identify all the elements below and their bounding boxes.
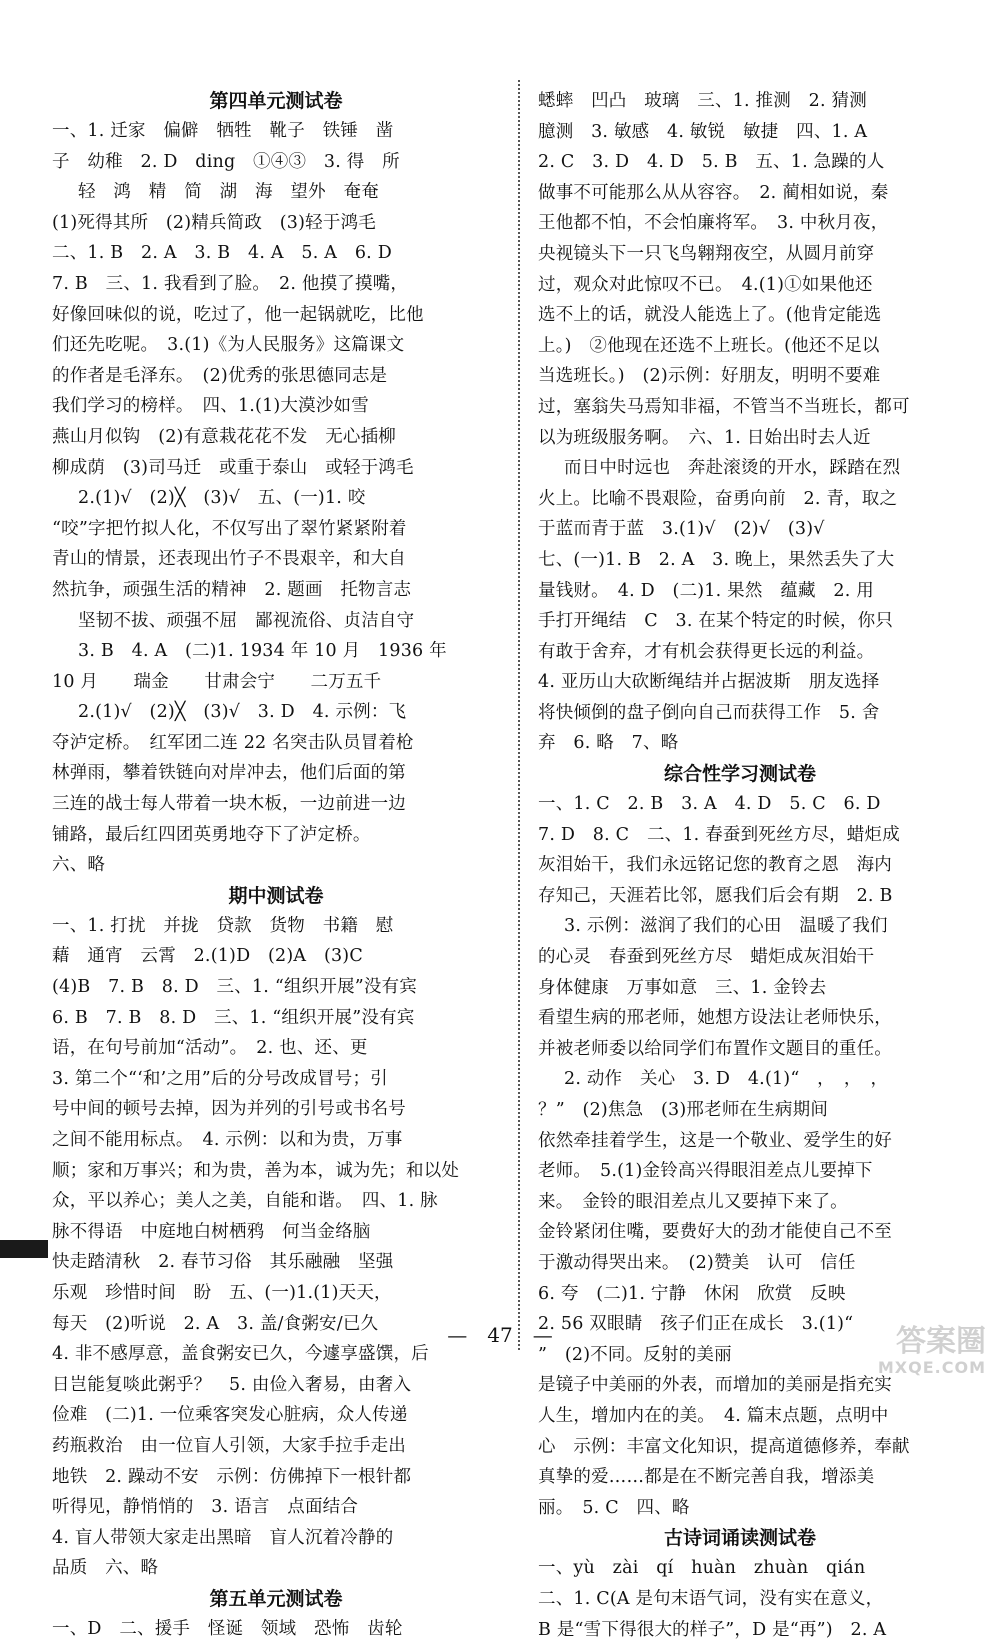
answer-line: 灰泪始干，我们永远铭记您的教育之恩 海内 [538, 850, 942, 881]
answer-line: 2. C 3. D 4. D 5. B 五、1. 急躁的人 [538, 147, 942, 178]
answer-line: 三连的战士每人带着一块木板，一边前进一边 [52, 789, 500, 820]
answer-line: 众，平以养心；美人之美，自能和谐。 四、1. 脉 [52, 1186, 500, 1217]
answer-line: 之间不能用标点。 4. 示例：以和为贵，万事 [52, 1125, 500, 1156]
answer-line: 金铃紧闭住嘴，要费好大的劲才能使自己不至 [538, 1217, 942, 1248]
answer-line: 选不上的话，就没人能选上了。(他肯定能选 [538, 300, 942, 331]
answer-line: 有敢于舍弃，才有机会获得更长远的利益。 [538, 637, 942, 668]
answer-line: 藉 通宵 云霄 2.(1)D (2)A (3)C [52, 941, 500, 972]
answer-line: 来。 金铃的眼泪差点儿又要掉下来了。 [538, 1187, 942, 1218]
answer-line: 3. 示例：滋润了我们的心田 温暖了我们 [538, 911, 942, 942]
answer-line: 一、1. C 2. B 3. A 4. D 5. C 6. D [538, 789, 942, 820]
answer-line: 并被老师委以给同学们布置作文题目的重任。 [538, 1034, 942, 1065]
answer-line: 蟋蟀 凹凸 玻璃 三、1. 推测 2. 猜测 [538, 86, 942, 117]
answer-line: 手打开绳结 C 3. 在某个特定的时候，你只 [538, 606, 942, 637]
answer-line: 3. 第二个“‘和’之用”后的分号改成冒号；引 [52, 1064, 500, 1095]
answer-line: 语，在句号前加“活动”。 2. 也、还、更 [52, 1033, 500, 1064]
answer-line: 地铁 2. 躁动不安 示例：仿佛掉下一根针都 [52, 1462, 500, 1493]
answer-line: 量钱财。 4. D (二)1. 果然 蕴藏 2. 用 [538, 576, 942, 607]
answer-line: 真挚的爱……都是在不断完善自我，增添美 [538, 1462, 942, 1493]
answer-line: 6. 夸 (二)1. 宁静 休闲 欣赏 反映 [538, 1279, 942, 1310]
answer-line: 人生，增加内在的美。 4. 篇末点题，点明中 [538, 1401, 942, 1432]
answer-line: 的心灵 春蚕到死丝方尽 蜡炬成灰泪始干 [538, 942, 942, 973]
answer-line: 4. 盲人带领大家走出黑暗 盲人沉着冷静的 [52, 1523, 500, 1554]
answer-line: 过，塞翁失马焉知非福，不管当不当班长，都可 [538, 392, 942, 423]
answer-line: 看望生病的邢老师，她想方设法让老师快乐， [538, 1003, 942, 1034]
answer-line: 每天 (2)听说 2. A 3. 盖/食粥安/已久 [52, 1309, 500, 1340]
answer-line: 燕山月似钩 (2)有意栽花花不发 无心插柳 [52, 422, 500, 453]
section-title: 综合性学习测试卷 [538, 759, 942, 789]
answer-line: 号中间的顿号去掉，因为并列的引号或书名号 [52, 1094, 500, 1125]
answer-line: 将快倾倒的盘子倒向自己而获得工作 5. 舍 [538, 698, 942, 729]
answer-line: 然抗争，顽强生活的精神 2. 题画 托物言志 [52, 575, 500, 606]
answer-line: 7. D 8. C 二、1. 春蚕到死丝方尽，蜡炬成 [538, 820, 942, 851]
answer-line: 上。) ②他现在还选不上班长。(他还不足以 [538, 331, 942, 362]
answer-line: 乐观 珍惜时间 盼 五、(一)1.(1)天天， [52, 1278, 500, 1309]
answer-line: 柳成荫 (3)司马迁 或重于泰山 或轻于鸿毛 [52, 453, 500, 484]
answer-line: 臆测 3. 敏感 4. 敏锐 敏捷 四、1. A [538, 117, 942, 148]
watermark-line2: MXQE.COM [878, 1359, 986, 1377]
answer-line: 子 幼稚 2. D ding ①④③ 3. 得 所 [52, 147, 500, 178]
answer-line: 顺；家和万事兴；和为贵，善为本，诚为先；和以处 [52, 1156, 500, 1187]
answer-line: ” (2)不同。反射的美丽 [538, 1340, 942, 1371]
column-divider [518, 80, 520, 1350]
page-number: — 47 — [0, 1319, 1000, 1348]
answer-line: 快走踏清秋 2. 春节习俗 其乐融融 坚强 [52, 1247, 500, 1278]
answer-line: 林弹雨，攀着铁链向对岸冲去，他们后面的第 [52, 758, 500, 789]
section-title: 期中测试卷 [52, 881, 500, 911]
answer-line: 七、(一)1. B 2. A 3. 晚上，果然丢失了大 [538, 545, 942, 576]
answer-line: 听得见，静悄悄的 3. 语言 点面结合 [52, 1492, 500, 1523]
answer-line: 二、1. C(A 是句末语气词，没有实在意义， [538, 1584, 942, 1615]
answer-line: ？” (2)焦急 (3)邢老师在生病期间 [538, 1095, 942, 1126]
answer-line: 俭难 (二)1. 一位乘客突发心脏病，众人传递 [52, 1400, 500, 1431]
answer-line: “咬”字把竹拟人化，不仅写出了翠竹紧紧附着 [52, 514, 500, 545]
answer-line: 火上。比喻不畏艰险，奋勇向前 2. 青，取之 [538, 484, 942, 515]
answer-line: 品质 六、略 [52, 1553, 500, 1584]
answer-line: 们还先吃呢。 3.(1)《为人民服务》这篇课文 [52, 330, 500, 361]
answer-line: 于蓝而青于蓝 3.(1)√ (2)√ (3)√ [538, 514, 942, 545]
answer-line: 身体健康 万事如意 三、1. 金铃去 [538, 973, 942, 1004]
answer-line: 铺路，最后红四团英勇地夺下了泸定桥。 [52, 820, 500, 851]
page-edge-tab [0, 1240, 48, 1258]
answer-line: 王他都不怕，不会怕廉将军。 3. 中秋月夜， [538, 208, 942, 239]
answer-line: 轻 鸿 精 简 湖 海 望外 奄奄 [52, 177, 500, 208]
answer-line: 弃 6. 略 7、略 [538, 728, 942, 759]
answer-line: 一、1. 迁家 偏僻 牺牲 靴子 铁锤 凿 [52, 116, 500, 147]
answer-line: 10 月 瑞金 甘肃会宁 二万五千 [52, 667, 500, 698]
answer-line: 六、略 [52, 850, 500, 881]
answer-line: 过，观众对此惊叹不已。 4.(1)①如果他还 [538, 270, 942, 301]
answer-line: 于激动得哭出来。 (2)赞美 认可 信任 [538, 1248, 942, 1279]
answer-line: 而日中时远也 奔赴滚烫的开水，踩踏在烈 [538, 453, 942, 484]
answer-line: 3. B 4. A (二)1. 1934 年 10 月 1936 年 [52, 636, 500, 667]
answer-line: 脉不得语 中庭地白树栖鸦 何当金络脑 [52, 1217, 500, 1248]
answer-line: 4. 非不感厚意，盖食粥安已久，今遽享盛馔，后 [52, 1339, 500, 1370]
watermark-line1: 答案圈 [878, 1325, 986, 1359]
answer-line: 做事不可能那么从从容容。 2. 蔺相如说，秦 [538, 178, 942, 209]
answer-line: 7. B 三、1. 我看到了脸。 2. 他摸了摸嘴， [52, 269, 500, 300]
answer-line: (4)B 7. B 8. D 三、1. “组织开展”没有宾 [52, 972, 500, 1003]
answer-line: 一、1. 打扰 并拢 贷款 货物 书籍 慰 [52, 911, 500, 942]
answer-line: 的作者是毛泽东。 (2)优秀的张思德同志是 [52, 361, 500, 392]
answer-line: 存知己，天涯若比邻，愿我们后会有期 2. B [538, 881, 942, 912]
answer-line: 好像回味似的说，吃过了，他一起锅就吃，比他 [52, 300, 500, 331]
section-title: 第五单元测试卷 [52, 1584, 500, 1614]
answer-line: 以为班级服务啊。 六、1. 日始出时去人近 [538, 423, 942, 454]
answer-line: 药瓶救治 由一位盲人引领，大家手拉手走出 [52, 1431, 500, 1462]
answer-line: 二、1. B 2. A 3. B 4. A 5. A 6. D [52, 238, 500, 269]
answer-line: 6. B 7. B 8. D 三、1. “组织开展”没有宾 [52, 1003, 500, 1034]
answer-line: 老师。 5.(1)金铃高兴得眼泪差点儿要掉下 [538, 1156, 942, 1187]
answer-line: 一、yù zài qí huàn zhuàn qián [538, 1553, 942, 1584]
answer-line: 坚韧不拔、顽强不屈 鄙视流俗、贞洁自守 [52, 606, 500, 637]
answer-line: 日岂能复啖此粥乎？ 5. 由俭入奢易，由奢入 [52, 1370, 500, 1401]
watermark-logo [878, 1325, 986, 1377]
section-title: 第四单元测试卷 [52, 86, 500, 116]
answer-line: 我们学习的榜样。 四、1.(1)大漠沙如雪 [52, 391, 500, 422]
section-title: 古诗词诵读测试卷 [538, 1523, 942, 1553]
answer-line: 丽。 5. C 四、略 [538, 1493, 942, 1524]
answer-line: 当选班长。) (2)示例：好朋友，明明不要难 [538, 361, 942, 392]
answer-line: 一、D 二、援手 怪诞 领域 恐怖 齿轮 [52, 1614, 500, 1645]
answer-line: 4. 亚历山大砍断绳结并占据波斯 朋友选择 [538, 667, 942, 698]
answer-line: B 是“雪下得很大的样子”，D 是“再”) 2. A [538, 1615, 942, 1645]
answer-line: (1)死得其所 (2)精兵简政 (3)轻于鸿毛 [52, 208, 500, 239]
answer-line: 依然牵挂着学生，这是一个敬业、爱学生的好 [538, 1126, 942, 1157]
answer-line: 心 示例：丰富文化知识，提高道德修养，奉献 [538, 1432, 942, 1463]
answer-line: 夺泸定桥。 红军团二连 22 名突击队员冒着枪 [52, 728, 500, 759]
answer-line: 央视镜头下一只飞鸟翱翔夜空，从圆月前穿 [538, 239, 942, 270]
right-column [538, 86, 942, 1645]
answer-line: 2.(1)√ (2)╳ (3)√ 3. D 4. 示例：飞 [52, 697, 500, 728]
answer-line: 2. 动作 关心 3. D 4.(1)“ ， ， ， [538, 1064, 942, 1095]
answer-line: 是镜子中美丽的外表，而增加的美丽是指充实 [538, 1370, 942, 1401]
answer-line: 青山的情景，还表现出竹子不畏艰辛，和大自 [52, 544, 500, 575]
answer-line: 2.(1)√ (2)╳ (3)√ 五、(一)1. 咬 [52, 483, 500, 514]
answer-line: 2. 56 双眼睛 孩子们正在成长 3.(1)“ [538, 1309, 942, 1340]
left-column [52, 86, 500, 1645]
